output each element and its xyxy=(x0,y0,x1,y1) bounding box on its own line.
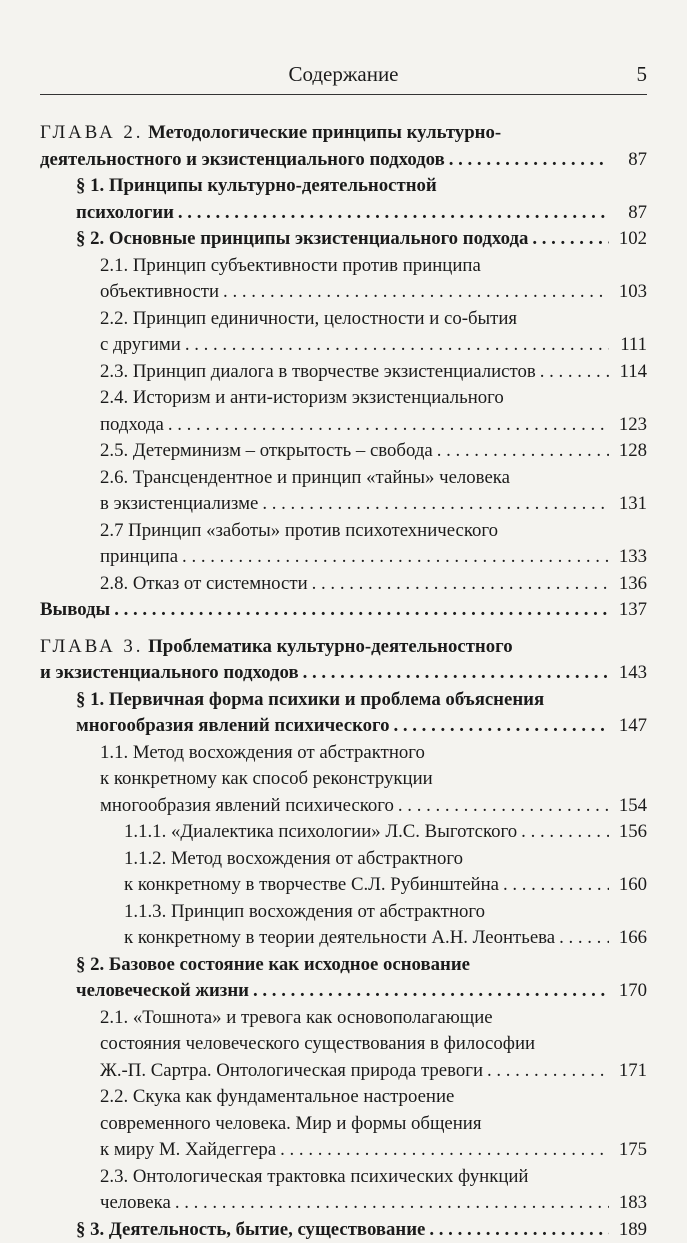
toc-page-number: 143 xyxy=(613,660,647,687)
toc-entry-c3s2_2[interactable] xyxy=(40,1084,647,1164)
toc-entry-c3s2_3[interactable] xyxy=(40,1164,647,1217)
toc-entry-text: к конкретному в теории деятельности А.Н. Леонтьева xyxy=(124,925,555,952)
toc-entry-text: § 1. Принципы культурно-деятельностной xyxy=(76,175,437,196)
toc-page-number: 133 xyxy=(613,544,647,571)
toc-entry-text: § 3. Деятельность, бытие, существование xyxy=(76,1217,425,1243)
leader-dots xyxy=(532,226,609,253)
toc-page-number: 183 xyxy=(613,1190,647,1217)
leader-dots xyxy=(429,1217,609,1243)
toc-entry-s2_1[interactable] xyxy=(40,253,647,306)
toc-page-number: 166 xyxy=(613,925,647,952)
toc-entry-text: 2.4. Историзм и анти-историзм экзистенциального xyxy=(100,387,504,408)
toc-entry-text: деятельностного и экзистенциального подходов xyxy=(40,147,445,174)
running-title: Содержание xyxy=(40,62,647,87)
leader-dots xyxy=(223,279,609,306)
toc-entry-text: к миру М. Хайдеггера xyxy=(100,1137,276,1164)
toc-entry-text: § 2. Основные принципы экзистенциального подхода xyxy=(76,226,528,253)
leader-dots xyxy=(303,660,609,687)
toc-entry-text: Выводы xyxy=(40,597,110,624)
toc-page-number: 189 xyxy=(613,1217,647,1243)
toc-page-number: 131 xyxy=(613,491,647,518)
leader-dots xyxy=(559,925,609,952)
chapter-gap xyxy=(40,624,647,634)
toc-entry-c3s1_1_2[interactable] xyxy=(40,846,647,899)
toc-entry-text: 1.1. Метод восхождения от абстрактного xyxy=(100,742,425,763)
leader-dots xyxy=(178,200,609,227)
leader-dots xyxy=(280,1137,609,1164)
leader-dots xyxy=(185,332,609,359)
toc-entry-s1[interactable] xyxy=(40,173,647,226)
toc-page-number: 147 xyxy=(613,713,647,740)
toc-entry-text: современного человека. Мир и формы общения xyxy=(100,1113,482,1134)
toc-entry-c3s3[interactable] xyxy=(40,1217,647,1243)
page-header xyxy=(40,60,647,95)
toc-entry-text: 1.1.3. Принцип восхождения от абстрактного xyxy=(124,901,485,922)
leader-dots xyxy=(398,793,609,820)
toc-entry-text: 2.8. Отказ от системности xyxy=(100,571,308,598)
toc-page-number: 111 xyxy=(613,332,647,359)
leader-dots xyxy=(168,412,609,439)
toc-page-number: 123 xyxy=(613,412,647,439)
toc-entry-text: 2.2. Принцип единичности, целостности и со-бытия xyxy=(100,308,517,329)
toc-entry-c3s2_1[interactable] xyxy=(40,1005,647,1085)
toc-page-number: 128 xyxy=(613,438,647,465)
toc-entry-s2[interactable] xyxy=(40,226,647,253)
toc-entry-text: человека xyxy=(100,1190,171,1217)
toc-entry-text: многообразия явлений психического xyxy=(76,713,390,740)
toc-entry-text: 1.1.2. Метод восхождения от абстрактного xyxy=(124,848,463,869)
toc-page-number: 114 xyxy=(613,359,647,386)
toc-entry-c3s1[interactable] xyxy=(40,687,647,740)
toc-entry-text: и экзистенциального подходов xyxy=(40,660,299,687)
toc-entry-text: человеческой жизни xyxy=(76,978,249,1005)
toc-page-number: 87 xyxy=(613,200,647,227)
leader-dots xyxy=(540,359,609,386)
toc-entry-text xyxy=(40,636,513,657)
toc-entry-text: в экзистенциализме xyxy=(100,491,258,518)
toc-entry-s2_5[interactable] xyxy=(40,438,647,465)
leader-dots xyxy=(394,713,610,740)
toc-page-number: 171 xyxy=(613,1058,647,1085)
chapter-number: ГЛАВА 3. xyxy=(40,636,143,657)
toc-page-number: 156 xyxy=(613,819,647,846)
toc-entry-text: 2.3. Принцип диалога в творчестве экзистенциалистов xyxy=(100,359,536,386)
toc-entry-s2_7[interactable] xyxy=(40,518,647,571)
page-number: 5 xyxy=(637,62,648,87)
leader-dots xyxy=(262,491,609,518)
toc-entry-concl[interactable] xyxy=(40,597,647,624)
toc-entry-text: 2.7 Принцип «заботы» против психотехнического xyxy=(100,520,498,541)
toc-entry-text: 1.1.1. «Диалектика психологии» Л.С. Выготского xyxy=(124,819,517,846)
toc-entry-s2_3[interactable] xyxy=(40,359,647,386)
toc-entry-c3s2[interactable] xyxy=(40,952,647,1005)
toc-entry-text: § 1. Первичная форма психики и проблема объяснения xyxy=(76,689,544,710)
leader-dots xyxy=(312,571,609,598)
leader-dots xyxy=(449,147,609,174)
toc-entry-c3s1_1_3[interactable] xyxy=(40,899,647,952)
table-of-contents xyxy=(40,120,647,1243)
toc-entry-text: 2.5. Детерминизм – открытость – свобода xyxy=(100,438,433,465)
toc-entry-text: 2.1. «Тошнота» и тревога как основополагающие xyxy=(100,1007,493,1028)
toc-page-number: 154 xyxy=(613,793,647,820)
toc-entry-c3s1_1_1[interactable] xyxy=(40,819,647,846)
toc-page-number: 103 xyxy=(613,279,647,306)
chapter-number: ГЛАВА 2. xyxy=(40,122,143,143)
toc-entry-text: § 2. Базовое состояние как исходное основание xyxy=(76,954,470,975)
toc-page-number: 170 xyxy=(613,978,647,1005)
toc-entry-text: 2.1. Принцип субъективности против принципа xyxy=(100,255,481,276)
toc-entry-text: психологии xyxy=(76,200,174,227)
chapter-title: Проблематика культурно-деятельностного xyxy=(148,636,512,657)
leader-dots xyxy=(182,544,609,571)
toc-entry-text: 2.2. Скука как фундаментальное настроение xyxy=(100,1086,454,1107)
toc-entry-s2_8[interactable] xyxy=(40,571,647,598)
toc-entry-text xyxy=(40,122,501,143)
toc-entry-s2_4[interactable] xyxy=(40,385,647,438)
toc-page-number: 175 xyxy=(613,1137,647,1164)
toc-entry-text: многообразия явлений психического xyxy=(100,793,394,820)
toc-page-number: 87 xyxy=(613,147,647,174)
toc-page-number: 137 xyxy=(613,597,647,624)
toc-entry-text: с другими xyxy=(100,332,181,359)
leader-dots xyxy=(253,978,609,1005)
toc-entry-s2_6[interactable] xyxy=(40,465,647,518)
toc-entry-text: принципа xyxy=(100,544,178,571)
toc-entry-text: подхода xyxy=(100,412,164,439)
toc-entry-c3s1_1[interactable] xyxy=(40,740,647,820)
toc-entry-text: Ж.-П. Сартра. Онтологическая природа тревоги xyxy=(100,1058,483,1085)
leader-dots xyxy=(437,438,609,465)
leader-dots xyxy=(487,1058,609,1085)
toc-entry-ch2[interactable] xyxy=(40,120,647,173)
toc-entry-text: состояния человеческого существования в философии xyxy=(100,1033,535,1054)
chapter-title: Методологические принципы культурно- xyxy=(148,122,501,143)
toc-entry-text: к конкретному в творчестве С.Л. Рубинштейна xyxy=(124,872,499,899)
toc-page-number: 136 xyxy=(613,571,647,598)
toc-entry-text: 2.3. Онтологическая трактовка психических функций xyxy=(100,1166,528,1187)
toc-page-number: 160 xyxy=(613,872,647,899)
leader-dots xyxy=(503,872,609,899)
toc-entry-s2_2[interactable] xyxy=(40,306,647,359)
leader-dots xyxy=(175,1190,609,1217)
leader-dots xyxy=(521,819,609,846)
toc-entry-text: объективности xyxy=(100,279,219,306)
toc-page-number: 102 xyxy=(613,226,647,253)
toc-entry-text: 2.6. Трансцендентное и принцип «тайны» человека xyxy=(100,467,510,488)
leader-dots xyxy=(114,597,609,624)
toc-entry-text: к конкретному как способ реконструкции xyxy=(100,768,433,789)
toc-entry-ch3[interactable] xyxy=(40,634,647,687)
